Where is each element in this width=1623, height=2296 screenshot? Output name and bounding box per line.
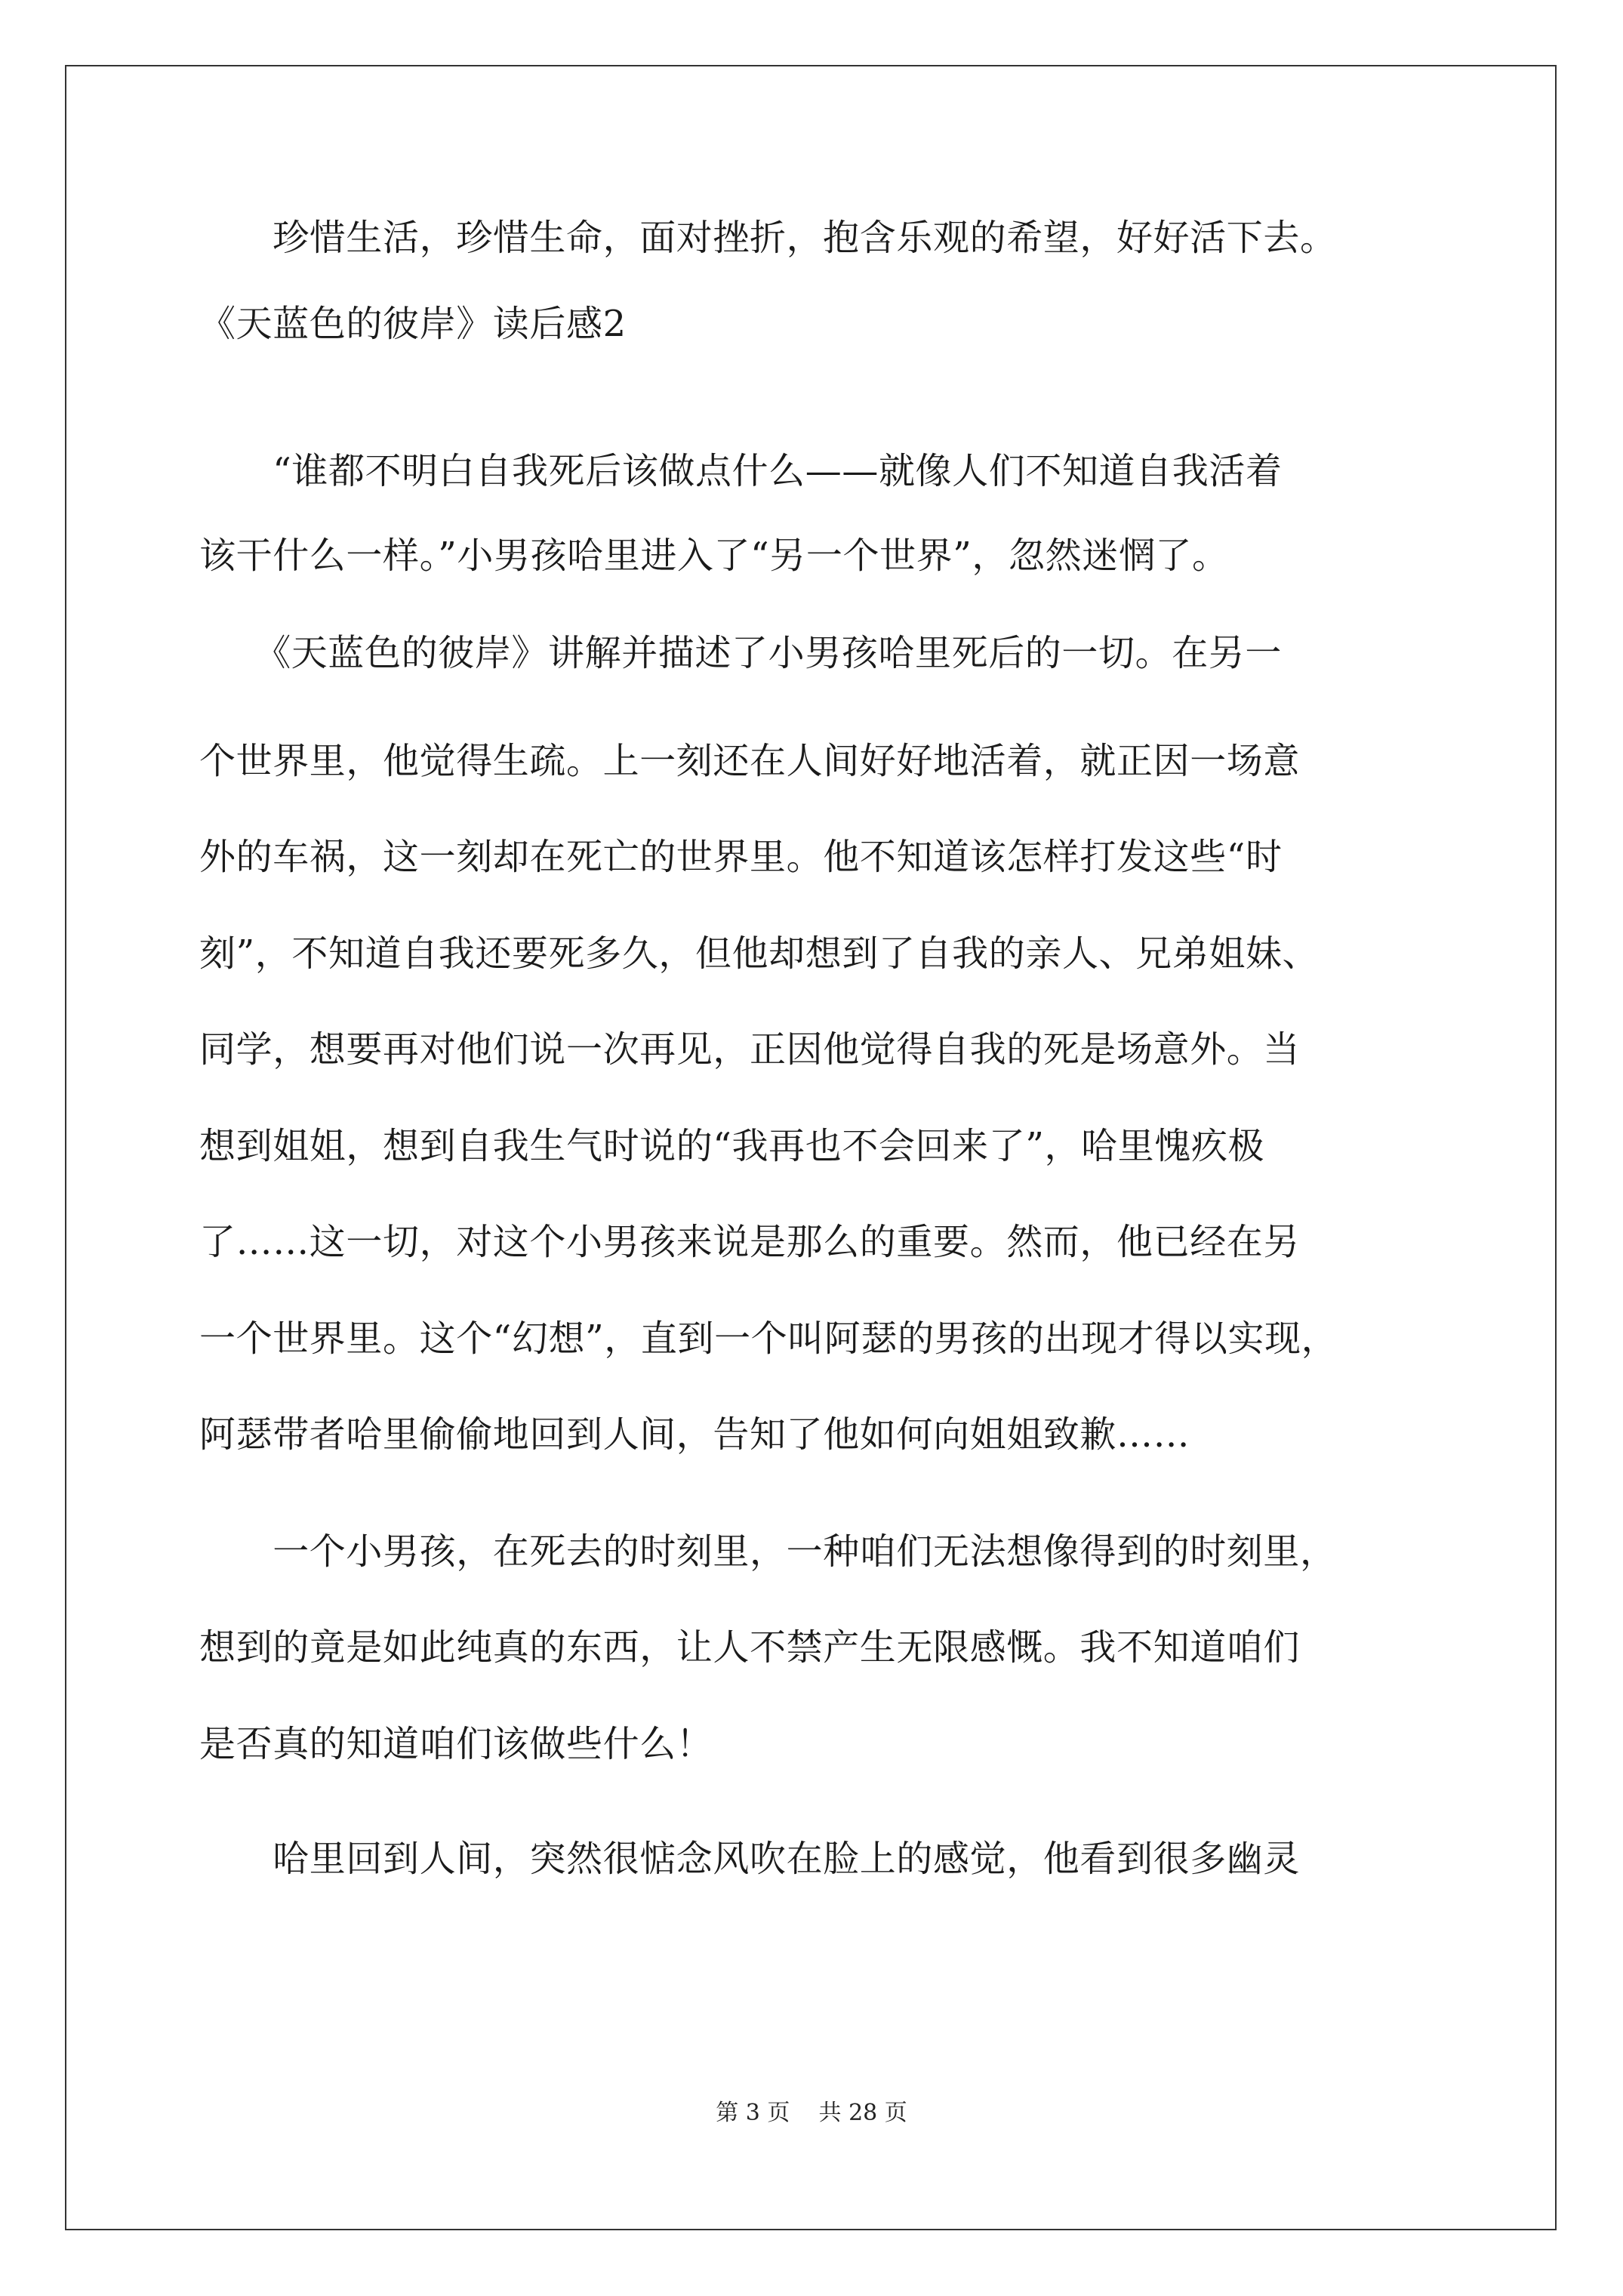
page-footer — [0, 2098, 1623, 2128]
text-line: 阿瑟带者哈里偷偷地回到人间，告知了他如何向姐姐致歉…… — [199, 1413, 1190, 1456]
page-number: 第 3 页 — [716, 2100, 790, 2126]
text-line: 一个世界里。这个“幻想”，直到一个叫阿瑟的男孩的出现才得以实现， — [199, 1318, 1338, 1360]
section-heading: 《天蓝色的彼岸》读后感2 — [199, 303, 627, 345]
text-line: 哈里回到人间，突然很惦念风吹在脸上的感觉，他看到很多幽灵 — [199, 1838, 1301, 1880]
text-line: 珍惜生活，珍惜生命，面对挫折，抱含乐观的希望，好好活下去。 — [199, 217, 1337, 259]
text-line: 《天蓝色的彼岸》讲解并描述了小男孩哈里死后的一切。在另一 — [199, 632, 1283, 674]
text-line: 一个小男孩，在死去的时刻里，一种咱们无法想像得到的时刻里， — [199, 1530, 1337, 1573]
text-line: 了……这一切，对这个小男孩来说是那么的重要。然而，他已经在另 — [199, 1221, 1301, 1263]
text-line: 该干什么一样。”小男孩哈里进入了“另一个世界”，忽然迷惘了。 — [199, 535, 1229, 577]
text-line: 想到的竟是如此纯真的东西，让人不禁产生无限感慨。我不知道咱们 — [199, 1626, 1301, 1669]
text-line: 个世界里，他觉得生疏。上一刻还在人间好好地活着，就正因一场意 — [199, 740, 1301, 782]
text-line: “谁都不明白自我死后该做点什么——就像人们不知道自我活着 — [199, 450, 1283, 492]
page-total: 共 28 页 — [818, 2100, 907, 2126]
text-line: 同学，想要再对他们说一次再见，正因他觉得自我的死是场意外。当 — [199, 1028, 1301, 1071]
text-line: 是否真的知道咱们该做些什么！ — [199, 1723, 713, 1765]
text-line: 外的车祸，这一刻却在死亡的世界里。他不知道该怎样打发这些“时 — [199, 836, 1283, 878]
text-line: 刻”，不知道自我还要死多久，但他却想到了自我的亲人、兄弟姐妹、 — [199, 932, 1320, 975]
text-line: 想到姐姐，想到自我生气时说的“我再也不会回来了”，哈里愧疚极 — [199, 1125, 1265, 1167]
